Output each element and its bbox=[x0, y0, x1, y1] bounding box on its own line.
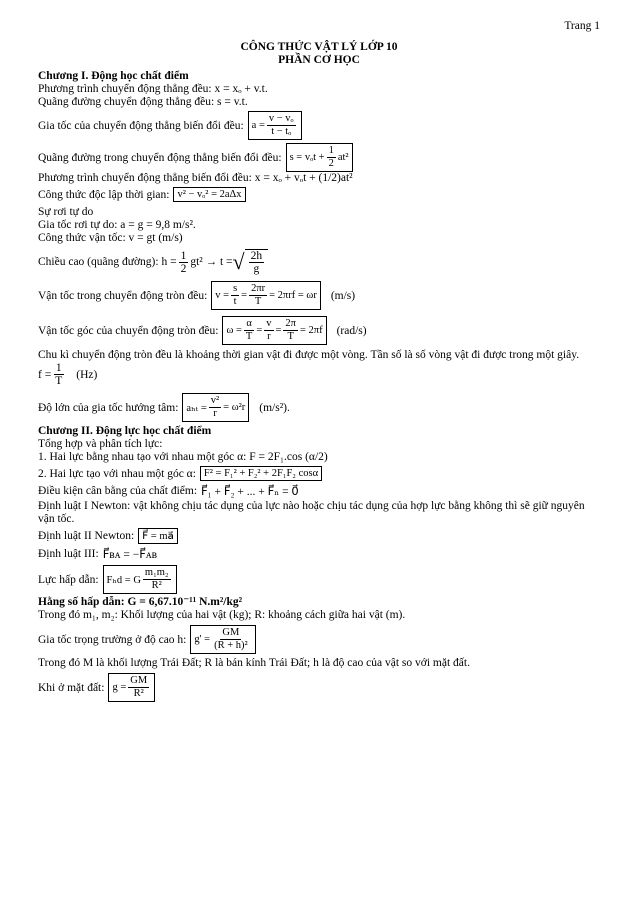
fraction-numerator: v − vₒ bbox=[268, 113, 294, 124]
formula-label: Khi ở mặt đất: bbox=[38, 681, 105, 694]
chapter-1-heading: Chương I. Động học chất điểm bbox=[38, 70, 189, 82]
formula-rhs: = ω²r bbox=[223, 402, 246, 413]
formula-mid: = bbox=[241, 290, 248, 301]
independent-formula: v² − vₒ² = 2aΔx bbox=[173, 187, 245, 202]
formula-label: Lực hấp dẫn: bbox=[38, 573, 99, 586]
distance-formula bbox=[286, 143, 353, 172]
formula-label: Quãng đường trong chuyển động thẳng biến đổi đều: bbox=[38, 151, 282, 164]
fraction-numerator: 2πr bbox=[251, 283, 266, 294]
fraction-numerator: m₁m₂ bbox=[144, 567, 169, 578]
paragraph: Định luật I Newton: vật không chịu tác dụng của lực nào hoặc chịu tác dụng của hợp lực bằng không thì sẽ giữ nguyên vận tốc. bbox=[38, 500, 585, 525]
angular-velocity-formula: ω = $\frac{\alpha}{T}$ = $\frac{v}{r}$ = $\frac{2\pi}{T}$ = 2πf bbox=[222, 316, 326, 345]
equilibrium-row bbox=[38, 484, 600, 498]
formula-rhs: at² bbox=[337, 152, 349, 163]
fraction-numerator: 1 bbox=[328, 145, 334, 156]
fraction-numerator: 1 bbox=[180, 249, 187, 262]
formula-lhs: v = bbox=[215, 290, 230, 301]
fraction-denominator: t bbox=[233, 296, 237, 307]
unit-label: (m/s) bbox=[330, 289, 356, 302]
formula-lhs: s = vₒt + bbox=[289, 152, 325, 163]
formula-lhs: g' = bbox=[194, 634, 211, 645]
unit-label: (rad/s) bbox=[336, 324, 367, 337]
square-root: √ $\frac{2h}{g}$ bbox=[233, 249, 269, 275]
unit-label: (m/s²). bbox=[259, 401, 290, 414]
fraction-denominator: t − tₒ bbox=[271, 126, 292, 137]
text-line: Trong đó M là khối lượng Trái Đất; R là bán kính Trái Đất; h là độ cao của vật so với mặt đất. bbox=[38, 657, 470, 669]
fraction-denominator: T bbox=[245, 331, 253, 342]
formula-rhs: = 2πf bbox=[299, 325, 323, 336]
fraction-denominator: R² bbox=[151, 580, 162, 591]
formula-lhs: aₕₜ = bbox=[186, 402, 207, 414]
text-line: Phương trình chuyển động thẳng đều: x = xₒ + v.t. bbox=[38, 83, 268, 95]
formula-label: Vận tốc góc của chuyển động tròn đều: bbox=[38, 324, 219, 337]
equilibrium-formula: F⃗₁ + F⃗₂ + ... + F⃗ₙ = 0⃗ bbox=[201, 486, 299, 498]
frequency-formula-row bbox=[38, 362, 600, 387]
fraction-denominator: 2 bbox=[180, 262, 187, 275]
newton3-row bbox=[38, 547, 600, 561]
paragraph: Chu kì chuyển động tròn đều là khoảng thời gian vật đi được một vòng. Tần số là số vòng vật đi được trong một giây. bbox=[38, 349, 580, 361]
surface-gravity-formula bbox=[108, 673, 155, 702]
angular-velocity-row bbox=[38, 316, 600, 345]
formula-label: 2. Hai lực tạo với nhau một góc α: bbox=[38, 467, 196, 480]
fraction-numerator: GM bbox=[130, 675, 148, 686]
text-line: Tổng hợp và phân tích lực: bbox=[38, 438, 163, 450]
centripetal-row bbox=[38, 393, 600, 422]
fraction-numerator: α bbox=[246, 318, 252, 329]
fraction-denominator: 2 bbox=[328, 158, 334, 169]
fraction-numerator: v² bbox=[210, 395, 220, 406]
chapter-2-heading: Chương II. Động lực học chất điểm bbox=[38, 425, 212, 437]
gravity-row bbox=[38, 565, 600, 594]
independent-formula-row bbox=[38, 187, 600, 202]
fraction-denominator: T bbox=[254, 296, 262, 307]
gravity-formula bbox=[103, 565, 177, 594]
gravity-height-formula bbox=[190, 625, 255, 654]
two-forces-formula: F² = F₁² + F₂² + 2F₁F₂ cosα bbox=[200, 466, 322, 481]
newton2-row bbox=[38, 528, 600, 544]
fraction-numerator: 1 bbox=[55, 362, 62, 374]
text-line: 1. Hai lực bằng nhau tạo với nhau một góc α: F = 2F₁.cos (α/2) bbox=[38, 451, 328, 463]
formula-label: Điều kiện cân bằng của chất điểm: bbox=[38, 485, 198, 497]
formula-label: Định luật III: bbox=[38, 548, 99, 560]
fraction-numerator: s bbox=[233, 283, 238, 294]
fraction-numerator: v bbox=[266, 318, 272, 329]
newton2-formula: F⃗ = ma⃗ bbox=[138, 528, 178, 544]
fraction-denominator: r bbox=[267, 331, 271, 342]
fraction-denominator: R² bbox=[133, 688, 144, 699]
formula-lhs: ω = bbox=[226, 325, 242, 336]
formula-lhs: a = bbox=[251, 120, 265, 131]
formula-label: Gia tốc của chuyển động thẳng biến đổi đều: bbox=[38, 119, 244, 132]
unit-label: (Hz) bbox=[76, 368, 98, 381]
newton3-formula: F⃗ʙᴀ = −F⃗ᴀʙ bbox=[102, 549, 158, 561]
acceleration-formula-row bbox=[38, 111, 600, 140]
formula-rhs: = 2πrf = ωr bbox=[269, 290, 317, 301]
centripetal-formula bbox=[182, 393, 249, 422]
text-line: Công thức vận tốc: v = gt (m/s) bbox=[38, 232, 183, 244]
document-subtitle: PHẦN CƠ HỌC bbox=[278, 54, 360, 66]
circular-velocity-formula bbox=[211, 281, 321, 310]
formula-label: Gia tốc trọng trường ở độ cao h: bbox=[38, 633, 187, 646]
formula-label: Vận tốc trong chuyển động tròn đều: bbox=[38, 289, 208, 302]
gravity-height-row bbox=[38, 625, 600, 654]
fraction-denominator: g bbox=[253, 263, 260, 275]
fraction-denominator: (R + h)² bbox=[214, 640, 248, 651]
fraction-denominator: T bbox=[55, 375, 63, 387]
distance-formula-row bbox=[38, 143, 600, 172]
height-formula-row bbox=[38, 249, 600, 275]
formula-label: Định luật II Newton: bbox=[38, 530, 135, 542]
section-title: Sự rơi tự do bbox=[38, 206, 94, 218]
fraction-denominator: T bbox=[287, 331, 294, 342]
text-line: Trong đó m₁, m₂: Khối lượng của hai vật (kg); R: khoảng cách giữa hai vật (m). bbox=[38, 609, 406, 621]
page-number: Trang 1 bbox=[564, 20, 600, 32]
acceleration-formula bbox=[248, 111, 302, 140]
document-title: CÔNG THỨC VẬT LÝ LỚP 10 bbox=[240, 41, 398, 53]
formula-label: Công thức độc lập thời gian: bbox=[38, 188, 170, 201]
two-forces-row bbox=[38, 466, 600, 481]
formula-mid: gt² → t = bbox=[190, 256, 233, 268]
circular-velocity-row bbox=[38, 281, 600, 310]
gravity-constant: Hằng số hấp dẫn: G = 6,67.10⁻¹¹ N.m²/kg² bbox=[38, 596, 243, 608]
text-line: Gia tốc rơi tự do: a = g = 9,8 m/s². bbox=[38, 219, 196, 231]
text-line: Quãng đường chuyển động thẳng đều: s = v.t. bbox=[38, 96, 248, 108]
fraction-denominator: r bbox=[213, 408, 217, 419]
fraction-numerator: GM bbox=[222, 627, 240, 638]
document-page bbox=[38, 20, 600, 702]
formula-lhs: f = bbox=[38, 368, 52, 381]
fraction-numerator: 2π bbox=[285, 318, 296, 329]
text-line: Phương trình chuyển động thẳng biến đổi đều: x = xₒ + vₒt + (1/2)at² bbox=[38, 172, 353, 184]
formula-lhs: Fₕd = G bbox=[106, 574, 141, 586]
formula-label: Độ lớn của gia tốc hướng tâm: bbox=[38, 401, 179, 414]
fraction-numerator: 2h bbox=[250, 250, 263, 262]
formula-label: Chiều cao (quãng đường): h = bbox=[38, 256, 177, 268]
surface-gravity-row bbox=[38, 673, 600, 702]
formula-lhs: g = bbox=[112, 682, 127, 693]
